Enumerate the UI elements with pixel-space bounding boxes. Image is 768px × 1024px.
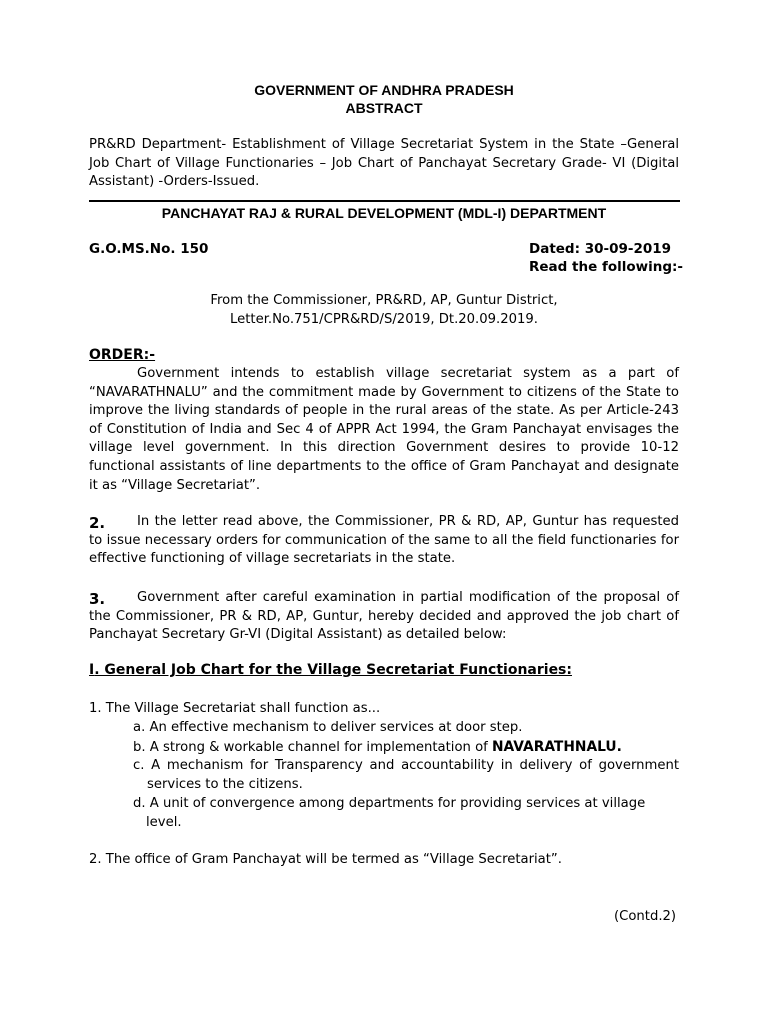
sub-item-c	[133, 757, 679, 794]
section-heading	[89, 662, 572, 678]
section-prefix: I	[89, 662, 95, 678]
sub-item-b-text: b. A strong & workable channel for implementation of	[133, 740, 492, 755]
divider-line	[89, 200, 680, 202]
continued-marker: (Contd.2)	[614, 909, 677, 924]
sub-item-a: a. An effective mechanism to deliver services at door step.	[133, 720, 523, 735]
reference-block	[89, 292, 679, 329]
order-paragraph-1: Government intends to establish village secretariat system as a part of “NAVARATHNALU” and the commitment made by Government to citizens of the State to improve the living standards of people in the rural areas of the state. As per Article-243 of Constitution of India and Sec 4 of APPR Act 1994, the Gram Panchayat envisages the village level government. In this direction Government desires to provide 10-12 functional assistants of line departments to the office of Gram Panchayat and designate it as “Village Secretariat”.	[89, 366, 679, 493]
read-following: Read the following:-	[529, 259, 683, 275]
go-date: Dated: 30-09-2019	[529, 241, 672, 257]
order-label: ORDER:-	[89, 347, 156, 363]
subject-text: PR&RD Department- Establishment of Village Secretariat System in the State –General Job Chart of Village Functionaries – Job Chart of Panchayat Secretary Grade- VI (Digital Assistant) -Orders-Issued.	[89, 137, 679, 190]
department-title: PANCHAYAT RAJ & RURAL DEVELOPMENT (MDL-I) DEPARTMENT	[161, 205, 607, 221]
sub-item-b	[133, 738, 622, 758]
reference-line-2: Letter.No.751/CPR&RD/S/2019, Dt.20.09.2019.	[230, 311, 538, 327]
list-item-2: 2. The office of Gram Panchayat will be termed as “Village Secretariat”.	[89, 852, 562, 867]
order-paragraph-2	[89, 513, 679, 569]
section-title: . General Job Chart for the Village Secretariat Functionaries:	[94, 662, 572, 678]
government-title: GOVERNMENT OF ANDHRA PRADESH	[254, 82, 514, 98]
paragraph-number: 2.	[89, 514, 106, 532]
abstract-title: ABSTRACT	[345, 100, 423, 116]
paragraph-text: In the letter read above, the Commissioner, PR & RD, AP, Guntur has requested to issue necessary orders for communication of the same to all the field functionaries for effective functioning of village secretariats in the state.	[89, 514, 679, 567]
sub-item-d-line-2: level.	[146, 815, 182, 830]
paragraph-text: Government after careful examination in partial modification of the proposal of the Commissioner, PR & RD, AP, Guntur, hereby decided and approved the job chart of Panchayat Secretary Gr-VI (Digital Assistant) as detailed below:	[89, 590, 679, 643]
order-paragraph-3	[89, 589, 679, 645]
paragraph-number: 3.	[89, 590, 106, 608]
go-number: G.O.MS.No. 150	[89, 241, 209, 257]
sub-item-d-line-1: d. A unit of convergence among departments for providing services at village	[133, 796, 646, 811]
reference-line-1: From the Commissioner, PR&RD, AP, Guntur District,	[210, 293, 558, 308]
navarathnalu-bold: NAVARATHNALU.	[492, 739, 622, 755]
sub-item-c-text: c. A mechanism for Transparency and accountability in delivery of government services to the citizens.	[133, 758, 679, 792]
list-item-1: 1. The Village Secretariat shall function as...	[89, 701, 381, 716]
